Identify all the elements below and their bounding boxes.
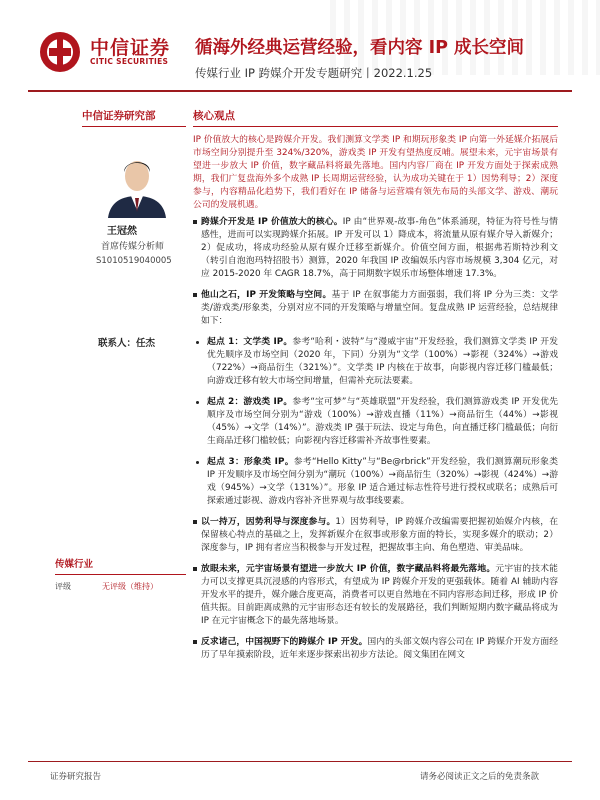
key-point: [193, 336, 558, 388]
key-point-body: 元宇宙的技术能力可以支撑更具沉浸感的内容形式，有望成为 IP 跨媒介开发的更强载体。随着 AI 辅助内容开发水平的提升，媒介融合度更高，消费者可以更自然地在不同内容形态间迁移，形成 IP 价值共振。目前距离成熟的元宇宙形态还有较长的发展路径，我们判断短期内数字藏品将成为 IP 在元宇宙概念下的最先落地场景。: [201, 564, 558, 626]
research-dept-heading: 中信证券研究部: [82, 110, 156, 122]
key-point-heading: 放眼未来，元宇宙场景有望进一步放大 IP 价值，数字藏品料将最先落地。: [201, 564, 496, 574]
contact-person: 联系人：任杰: [98, 338, 156, 349]
key-point-heading: 起点 2：游戏类 IP。: [207, 397, 293, 407]
key-point-heading: 以一持万，因势利导与深度参与。: [201, 517, 336, 527]
key-point-heading: 跨媒介开发是 IP 价值放大的核心。: [201, 217, 343, 227]
analyst-avatar: [102, 150, 172, 218]
industry-title: 传媒行业: [55, 556, 186, 575]
key-point: [193, 289, 558, 328]
analyst-license-id: S1010519040005: [96, 256, 172, 266]
key-point-heading: 起点 3：形象类 IP。: [207, 457, 294, 467]
key-point-body: 参考“宝可梦”与“英雄联盟”开发经验，我们测算游戏类 IP 开发优先顺序及市场空间分别为“游戏（100%）→游戏直播（11%）→商品衍生（44%）→影视（45%）→文学（14%）”。游戏类 IP 强于玩法、设定与角色，向直播迁移门槛最低；向衍生商品迁移门槛较低；向影视内容迁移需补齐故事性要素。: [207, 397, 558, 446]
key-point: [193, 216, 558, 281]
industry-rating-box: [55, 556, 186, 592]
key-point-heading: 起点 1：文学类 IP。: [207, 337, 293, 347]
rating-row: [55, 581, 186, 592]
key-points-list: [193, 216, 558, 662]
key-point-body: 1）因势利导，IP 跨媒介改编需要把握初始媒介内核，在保留核心特点的基础之上，发挥新媒介在叙事或形象方面的特长，实现多媒介的联动；2）深度参与，IP 拥有者应当积极参与开发过程，把握故事主向、角色塑造、审美品味。: [201, 517, 558, 553]
report-subtitle: 传媒行业 IP 跨媒介开发专题研究丨2022.1.25: [195, 66, 433, 80]
key-point: [193, 516, 558, 555]
key-point: [193, 396, 558, 448]
report-title: 循海外经典运营经验，看内容 IP 成长空间: [195, 38, 525, 58]
key-point: [193, 636, 558, 662]
left-divider: [82, 126, 186, 127]
footer-disclaimer: 请务必阅读正文之后的免责条款: [420, 772, 540, 782]
right-divider: [193, 126, 558, 127]
key-point-body: 参考“Hello Kitty”与“Be@rbrick”开发经验，我们测算潮玩形象类 IP 开发顺序及市场空间分别为“潮玩（100%）→商品衍生（320%）→影视（424%）→游戏（945%）→文学（131%）”。形象 IP 适合通过标志性符号进行授权或联名；成熟后可探索通过影视、游戏内容补齐世界观与故事线要素。: [207, 457, 559, 506]
key-point-heading: 反求诸己，中国视野下的跨媒介 IP 开发。: [201, 637, 368, 647]
rating-value: 无评级（维持）: [102, 582, 158, 591]
key-point-body: 基于 IP 在叙事能力方面强弱，我们将 IP 分为三类：文学类/游戏类/形象类，分别对应不同的开发策略与增量空间。复盘成熟 IP 运营经验，总结规律如下：: [201, 290, 558, 326]
header-divider: [28, 90, 572, 92]
analyst-name: 王冠然: [107, 226, 137, 237]
key-point-body: 参考“哈利・波特”与“漫威宇宙”开发经验，我们测算文学类 IP 开发优先顺序及市场空间（2020 年，下同）分别为“文学（100%）→影视（324%）→游戏（722%）→商品衍生（321%）”。文学类 IP 内核在于故事，向影视内容迁移门槛最低；向游戏迁移有较大市场空间增量，但需补充玩法要素。: [207, 337, 558, 386]
brand-name-cn: 中信证券: [90, 37, 171, 59]
core-views-body: [193, 134, 558, 670]
lead-summary: IP 价值放大的核心是跨媒介开发。我们测算文学类 IP 和期玩形象类 IP 向第一外延媒介拓展后市场空间分别提升至 324%/320%，游戏类 IP 开发有望热度反哺。展望未来，元宇宙场景有望进一步放大 IP 价值，数字藏品料将最先落地。国内内容厂商在 IP 开发方面处于探索成熟期，我们广复盘海外多个成熟 IP 长周期运营经验，认为成功关键在于 1）因势利导；2）深度参与，内容精品化趋势下，我们看好在 IP 储备与运营端有领先布局的头部文学、游戏、潮玩公司的发展机遇。: [193, 135, 558, 210]
brand-name-en: CITIC SECURITIES: [90, 57, 169, 66]
rating-label: 评级: [55, 582, 71, 591]
analyst-title: 首席传媒分析师: [101, 242, 165, 252]
footer-report-type: 证券研究报告: [50, 772, 102, 782]
key-point: [193, 456, 558, 508]
key-point-body: IP 由“世界观-故事-角色”体系涌现，特征为符号性与情感性，进而可以实现跨媒介拓展。IP 开发可以 1）降成本，将流量从原有媒介导入新媒介；2）促成功，将成功经验从原有媒介迁移至新媒介。价值空间方面，根据弗若斯特沙利文（转引自泡泡玛特招股书）测算，2020 年我国 IP 改编娱乐内容市场规模 3,304 亿元，对应 2015-2020 年 CAGR 18.7%，高于同期数字娱乐市场整体增速 17.3%。: [201, 217, 558, 279]
key-point-heading: 他山之石，IP 开发策略与空间。: [201, 290, 332, 300]
citic-logo-icon: [38, 30, 82, 74]
key-point: [193, 563, 558, 628]
core-views-heading: 核心观点: [193, 110, 235, 122]
footer-divider: [28, 761, 572, 762]
key-point-body: 国内的头部文娱内容公司在 IP 跨媒介开发方面经历了早年摸索阶段，近年来逐步探索出初步方法论。阅文集团在网文: [201, 637, 558, 660]
